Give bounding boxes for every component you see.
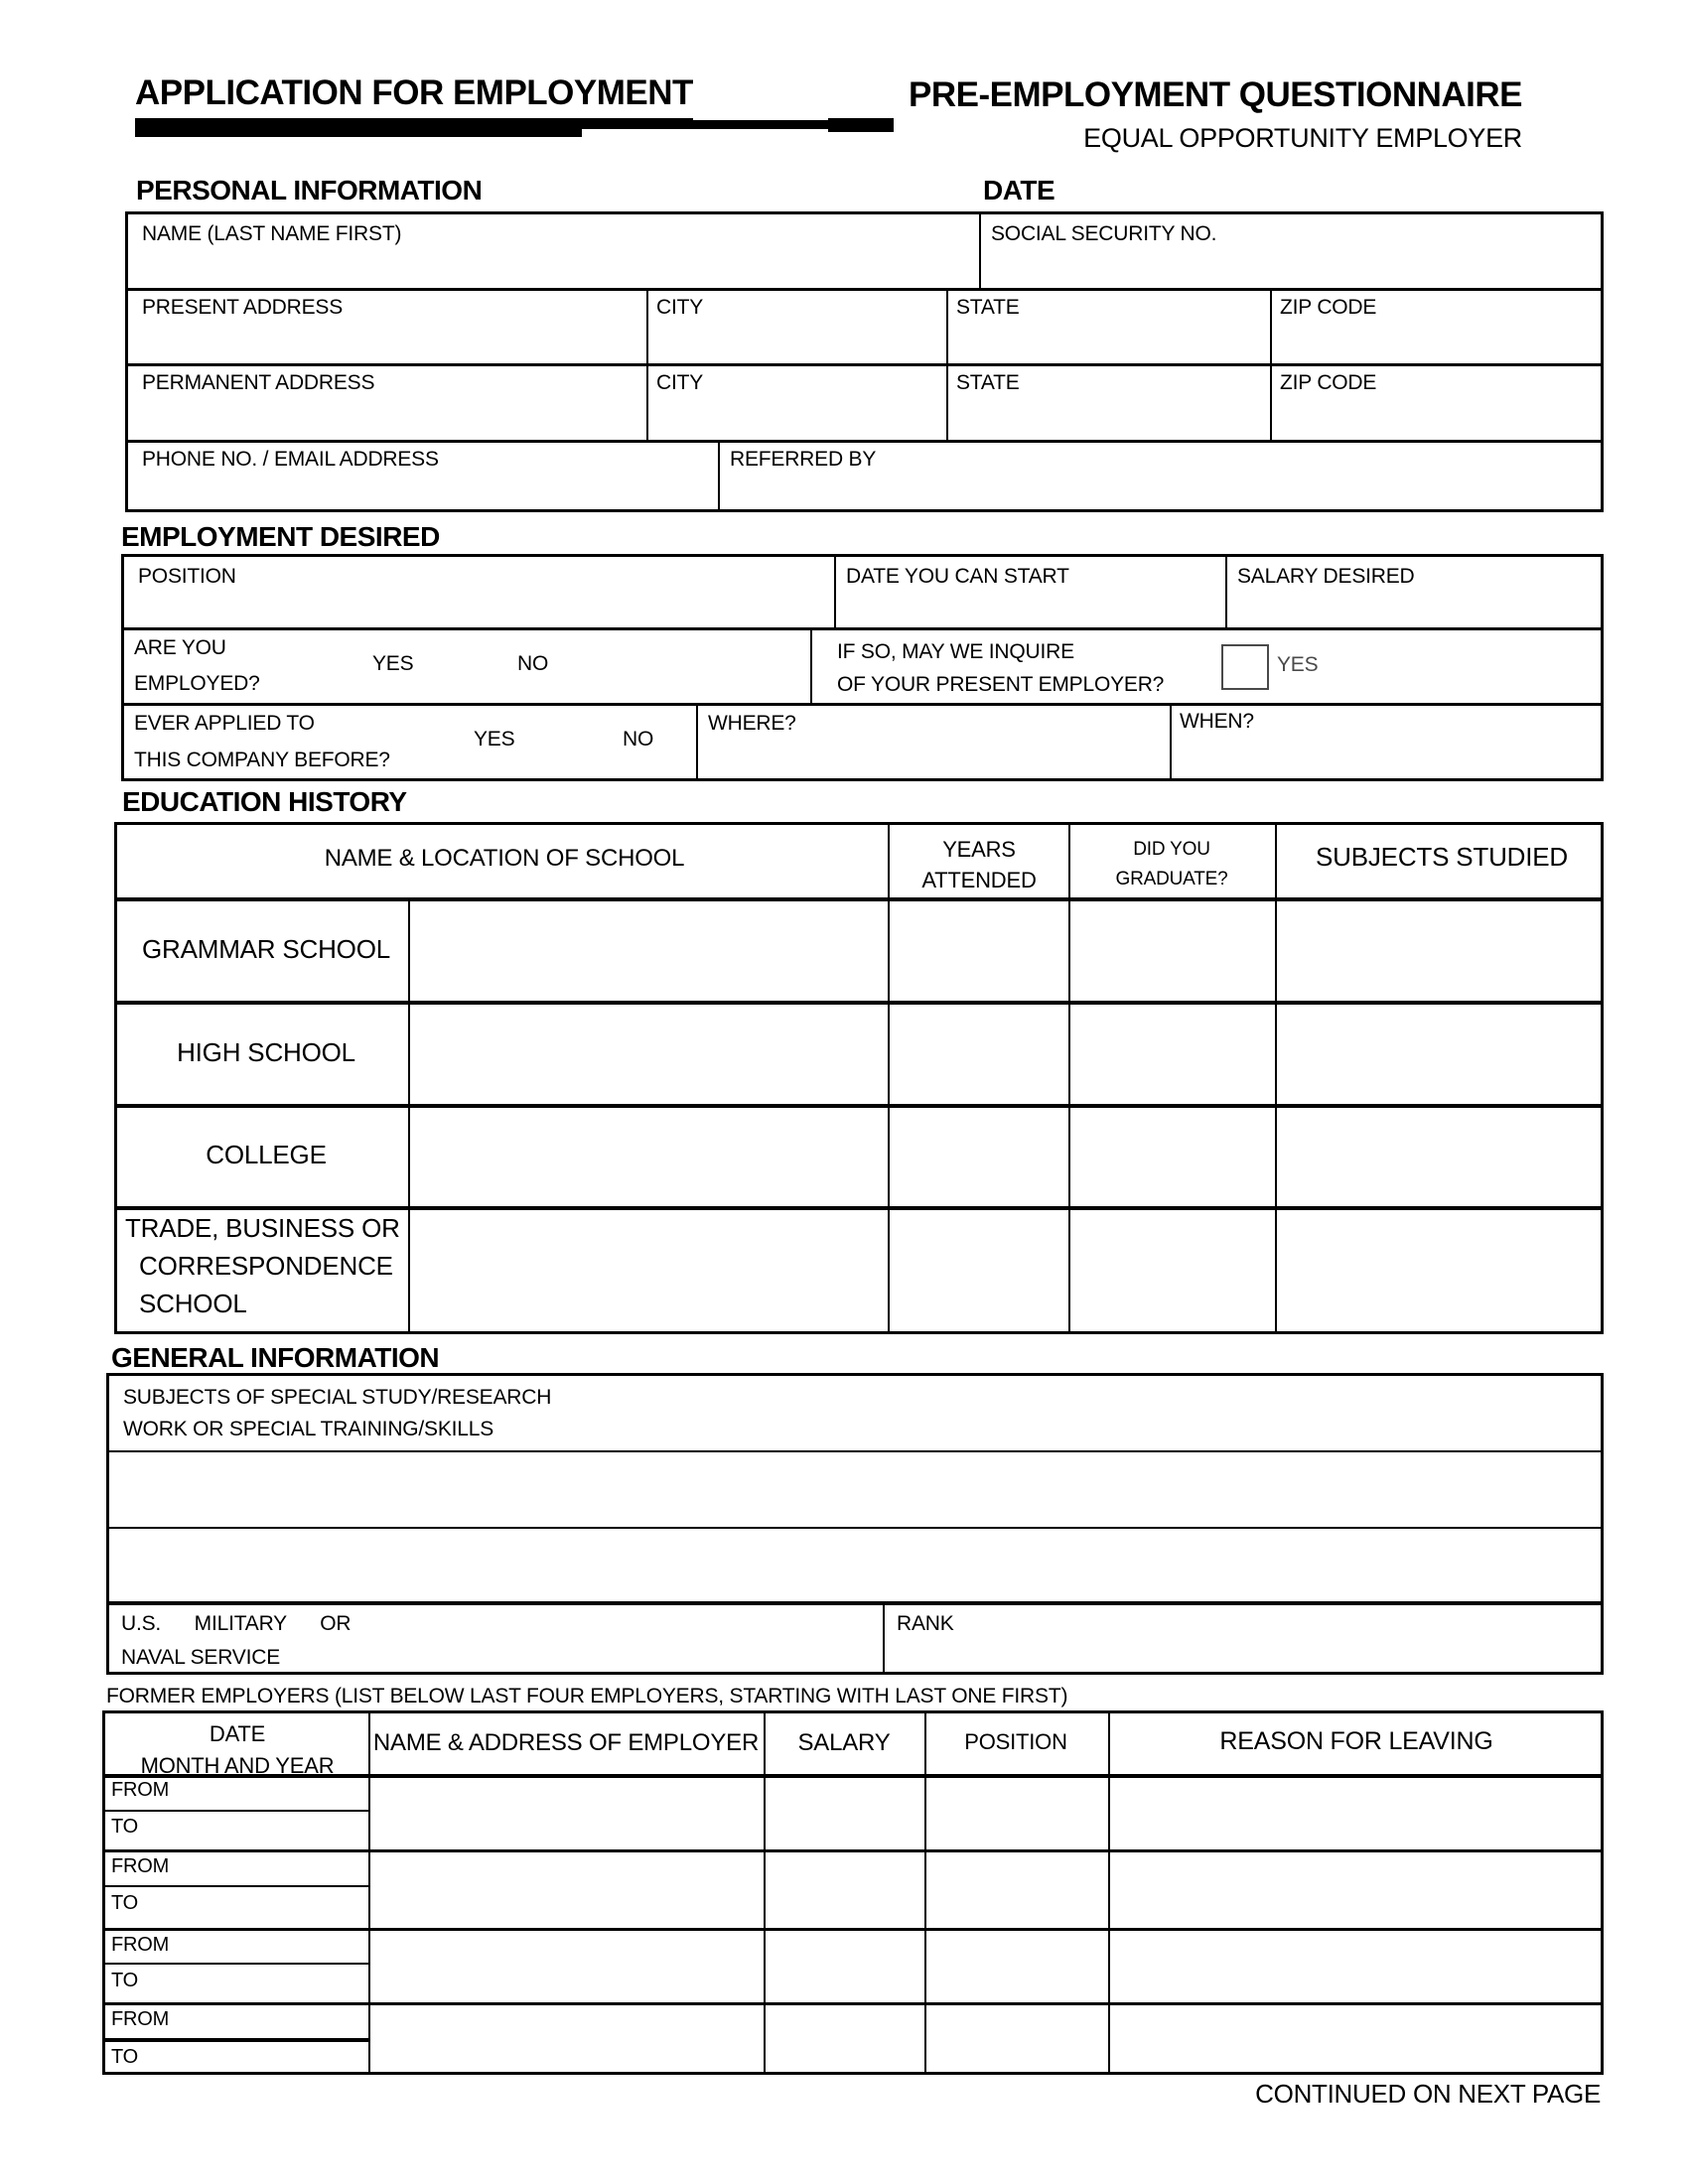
inquire-yes-checkbox[interactable] (1221, 644, 1269, 690)
position-label: POSITION (138, 565, 236, 588)
personal-info-table (125, 211, 1604, 512)
applied-yes-option: YES (474, 728, 515, 751)
employer-date-header-line1: DATE (209, 1721, 266, 1746)
rank-label: RANK (897, 1612, 954, 1635)
page-title-right: PRE-EMPLOYMENT QUESTIONNAIRE (909, 75, 1522, 114)
grid-line (810, 627, 812, 703)
grid-line (105, 1928, 1601, 1931)
from-label: FROM (111, 1934, 170, 1956)
employer-name-header: NAME & ADDRESS OF EMPLOYER (372, 1729, 760, 1756)
grid-line (117, 1206, 1601, 1210)
grid-line (105, 2002, 1601, 2005)
page-title: APPLICATION FOR EMPLOYMENT (135, 73, 693, 122)
grid-line (924, 1713, 926, 2072)
from-to-divider (105, 1810, 368, 1812)
grid-line (1108, 1713, 1110, 2072)
years-attended-header-line2: ATTENDED (921, 868, 1037, 892)
zip-label: ZIP CODE (1280, 371, 1377, 394)
graduate-header-line1: DID YOU (1133, 839, 1210, 860)
state-label: STATE (956, 371, 1020, 394)
grid-line (888, 825, 890, 1331)
military-service-label-line1: U.S. MILITARY OR (121, 1612, 352, 1635)
grid-line (117, 897, 1601, 901)
section-heading-employment: EMPLOYMENT DESIRED (121, 521, 440, 552)
grid-line (883, 1601, 885, 1672)
grid-line (718, 440, 720, 509)
grid-line (834, 557, 836, 627)
when-label: WHEN? (1180, 710, 1254, 733)
grid-line (1170, 703, 1172, 778)
former-employers-intro: FORMER EMPLOYERS (LIST BELOW LAST FOUR EMPLOYERS, STARTING WITH LAST ONE FIRST) (106, 1685, 1068, 1707)
zip-label: ZIP CODE (1280, 296, 1377, 319)
grid-line (1225, 557, 1227, 627)
name-field-label: NAME (LAST NAME FIRST) (142, 222, 402, 245)
employed-question-line1: ARE YOU (134, 636, 226, 659)
grid-line (1068, 825, 1070, 1331)
trade-school-row-label-line1: TRADE, BUSINESS OR (125, 1213, 400, 1243)
from-to-divider (105, 1963, 368, 1965)
school-column-header: NAME & LOCATION OF SCHOOL (324, 845, 685, 872)
grid-line (128, 288, 1601, 291)
from-label: FROM (111, 1855, 170, 1877)
employer-salary-header: SALARY (797, 1729, 891, 1756)
grid-line (1270, 288, 1272, 440)
general-info-table (106, 1373, 1604, 1675)
grid-line (979, 214, 981, 288)
to-label: TO (111, 1816, 139, 1838)
grid-line (368, 1713, 370, 2072)
trade-school-row-label-line2: CORRESPONDENCE (139, 1251, 393, 1281)
grid-line (646, 288, 648, 440)
grid-line (117, 1104, 1601, 1108)
page-subtitle: EQUAL OPPORTUNITY EMPLOYER (1083, 123, 1522, 153)
where-label: WHERE? (708, 712, 796, 735)
college-row-label: COLLEGE (206, 1140, 327, 1170)
grid-line (696, 703, 698, 778)
applied-question-line1: EVER APPLIED TO (134, 712, 315, 735)
permanent-address-label: PERMANENT ADDRESS (142, 371, 375, 394)
referred-by-label: REFERRED BY (730, 448, 877, 471)
special-study-label-line1: SUBJECTS OF SPECIAL STUDY/RESEARCH (123, 1386, 552, 1409)
employer-reason-header: REASON FOR LEAVING (1219, 1727, 1493, 1755)
from-to-divider (105, 1885, 368, 1887)
continued-next-page-note: CONTINUED ON NEXT PAGE (1255, 2079, 1601, 2109)
city-label: CITY (656, 296, 704, 319)
subjects-studied-header: SUBJECTS STUDIED (1316, 842, 1568, 872)
inquire-question-line1: IF SO, MAY WE INQUIRE (837, 640, 1074, 663)
employed-yes-option: YES (372, 652, 414, 675)
grid-line (117, 1001, 1601, 1005)
grid-line (105, 1849, 1601, 1852)
employed-question-line2: EMPLOYED? (134, 672, 260, 695)
section-heading-education: EDUCATION HISTORY (122, 786, 407, 817)
years-attended-header-line1: YEARS (942, 837, 1016, 862)
grid-line (109, 1450, 1601, 1452)
applied-no-option: NO (623, 728, 654, 751)
grid-line (109, 1601, 1601, 1605)
present-address-label: PRESENT ADDRESS (142, 296, 344, 319)
grid-line (408, 897, 410, 1331)
state-label: STATE (956, 296, 1020, 319)
to-label: TO (111, 1892, 139, 1914)
grid-line (128, 440, 1601, 443)
grid-line (124, 703, 1601, 706)
from-to-divider (105, 2038, 368, 2042)
grid-line (946, 288, 948, 440)
employed-no-option: NO (517, 652, 549, 675)
section-heading-personal: PERSONAL INFORMATION (136, 175, 483, 205)
salary-desired-label: SALARY DESIRED (1237, 565, 1415, 588)
inquire-question-line2: OF YOUR PRESENT EMPLOYER? (837, 673, 1165, 696)
redaction-bar (135, 120, 582, 137)
to-label: TO (111, 1970, 139, 1991)
redaction-bar (580, 120, 830, 129)
employment-desired-table (121, 554, 1604, 781)
phone-email-label: PHONE NO. / EMAIL ADDRESS (142, 448, 439, 471)
grid-line (124, 627, 1601, 630)
employer-date-header-line2: MONTH AND YEAR (140, 1753, 335, 1778)
education-history-table (114, 822, 1604, 1334)
date-start-label: DATE YOU CAN START (846, 565, 1069, 588)
applied-question-line2: THIS COMPANY BEFORE? (134, 749, 390, 771)
military-service-label-line2: NAVAL SERVICE (121, 1646, 281, 1669)
employer-position-header: POSITION (964, 1729, 1067, 1754)
grid-line (764, 1713, 766, 2072)
former-employers-table (102, 1710, 1604, 2075)
high-school-row-label: HIGH SCHOOL (177, 1037, 355, 1068)
to-label: TO (111, 2046, 139, 2068)
from-label: FROM (111, 1779, 170, 1801)
grid-line (128, 363, 1601, 366)
grid-line (1275, 825, 1277, 1331)
special-study-label-line2: WORK OR SPECIAL TRAINING/SKILLS (123, 1418, 494, 1440)
grid-line (109, 1527, 1601, 1529)
trade-school-row-label-line3: SCHOOL (139, 1289, 247, 1318)
date-heading: DATE (983, 175, 1055, 205)
inquire-yes-option: YES (1277, 653, 1319, 676)
section-heading-general: GENERAL INFORMATION (111, 1342, 440, 1373)
graduate-header-line2: GRADUATE? (1115, 869, 1228, 889)
grammar-school-row-label: GRAMMAR SCHOOL (141, 934, 391, 965)
city-label: CITY (656, 371, 704, 394)
ssn-field-label: SOCIAL SECURITY NO. (991, 222, 1217, 245)
from-label: FROM (111, 2008, 170, 2030)
